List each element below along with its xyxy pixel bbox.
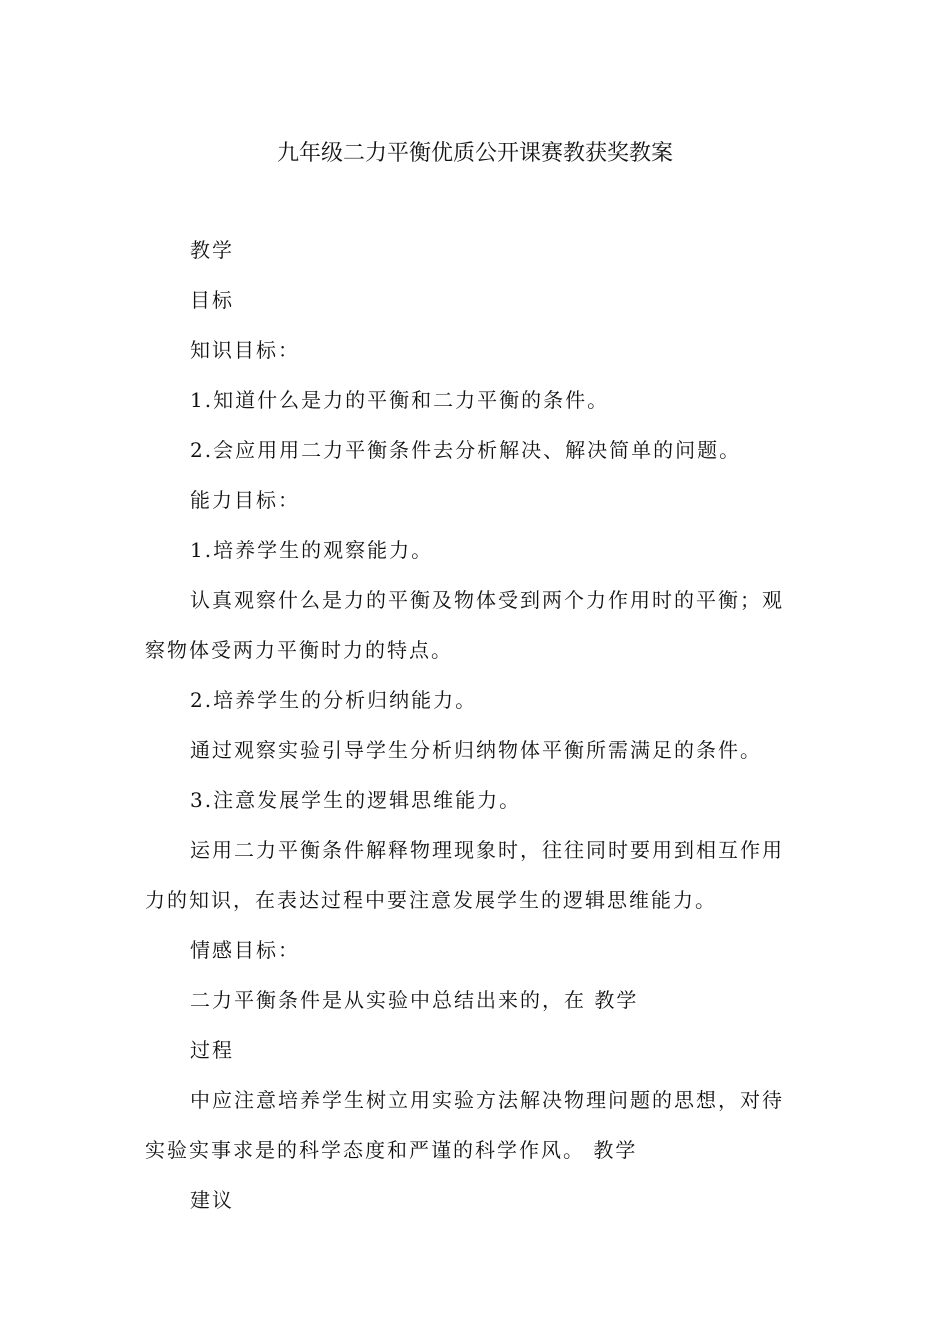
paragraph-line: 二力平衡条件是从实验中总结出来的，在 教学 [190, 988, 639, 1012]
list-item: 3.注意发展学生的逻辑思维能力。 [190, 788, 522, 812]
paragraph-line: 建议 [190, 1188, 234, 1212]
paragraph-line: 目标 [190, 288, 234, 312]
section-heading: 能力目标： [190, 488, 300, 512]
paragraph-line: 认真观察什么是力的平衡及物体受到两个力作用时的平衡；观 [190, 588, 784, 612]
section-heading: 情感目标： [190, 938, 300, 962]
paragraph-line: 过程 [190, 1038, 234, 1062]
list-item: 1.知道什么是力的平衡和二力平衡的条件。 [190, 388, 610, 412]
paragraph-line: 通过观察实验引导学生分析归纳物体平衡所需满足的条件。 [190, 738, 762, 762]
paragraph-line: 察物体受两力平衡时力的特点。 [145, 638, 453, 662]
list-item: 2.会应用用二力平衡条件去分析解决、解决简单的问题。 [190, 438, 742, 462]
paragraph-line: 教学 [190, 238, 234, 262]
paragraph-line: 中应注意培养学生树立用实验方法解决物理问题的思想，对待 [190, 1088, 784, 1112]
paragraph-line: 实验实事求是的科学态度和严谨的科学作风。 教学 [145, 1138, 638, 1162]
paragraph-line: 力的知识，在表达过程中要注意发展学生的逻辑思维能力。 [145, 888, 717, 912]
document-title: 九年级二力平衡优质公开课赛教获奖教案 [276, 141, 673, 166]
list-item: 2.培养学生的分析归纳能力。 [190, 688, 478, 712]
section-heading: 知识目标： [190, 338, 300, 362]
list-item: 1.培养学生的观察能力。 [190, 538, 434, 562]
paragraph-line: 运用二力平衡条件解释物理现象时，往往同时要用到相互作用 [190, 838, 784, 862]
